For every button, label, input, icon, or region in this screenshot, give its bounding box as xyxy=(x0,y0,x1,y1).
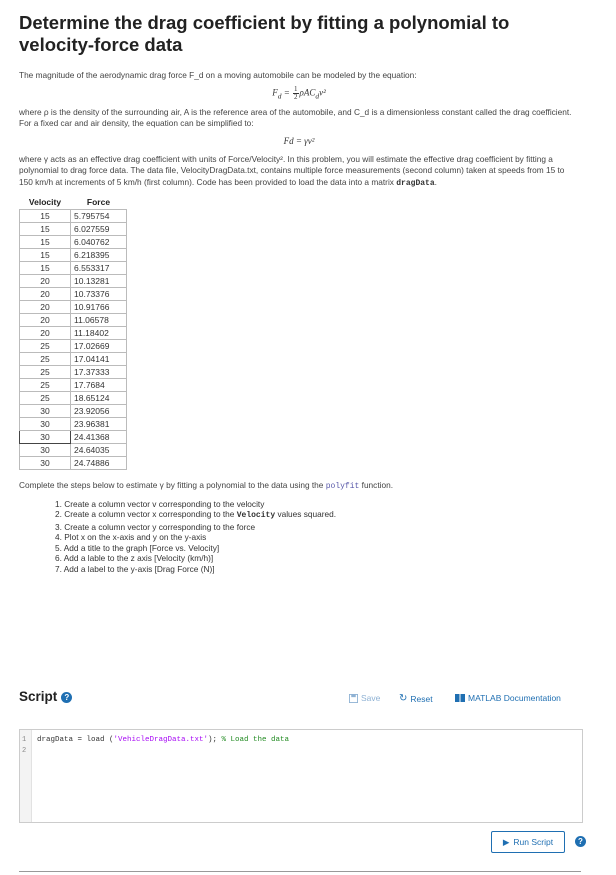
eq1-lhs-sub: d xyxy=(277,90,282,100)
where-text-2 xyxy=(19,154,579,190)
bottom-divider xyxy=(19,871,581,872)
force-cell: 24.74886 xyxy=(71,457,127,470)
step-2-text: 2. Create a column vector x corresponding to the xyxy=(55,509,235,519)
reset-icon: ↻ xyxy=(399,693,408,704)
eq1-rhs: ρAC xyxy=(299,87,316,98)
table-row xyxy=(20,236,127,249)
velocity-cell: 15 xyxy=(20,249,71,262)
eq1-lhs: F xyxy=(272,87,278,98)
force-cell: 6.040762 xyxy=(71,236,127,249)
velocity-cell: 30 xyxy=(20,444,71,457)
velocity-cell: 20 xyxy=(20,288,71,301)
table-row xyxy=(20,288,127,301)
table-row xyxy=(20,457,127,470)
velocity-cell: 15 xyxy=(20,262,71,275)
header-force: Force xyxy=(71,195,127,210)
table-row xyxy=(20,223,127,236)
page-title: Determine the drag coefficient by fitting a polynomial to velocity-force data xyxy=(19,12,510,55)
velocity-cell: 25 xyxy=(20,379,71,392)
frac-den: 2 xyxy=(294,92,298,101)
save-icon xyxy=(349,694,358,703)
table-row xyxy=(20,210,127,223)
lead-text: Complete the steps below to estimate γ by fitting a polynomial to the data using the xyxy=(19,480,324,490)
velocity-cell: 25 xyxy=(20,366,71,379)
velocity-cell: 20 xyxy=(20,301,71,314)
code-line-1[interactable] xyxy=(37,736,289,744)
dragdata-code: dragData xyxy=(396,178,435,188)
table-row xyxy=(20,418,127,431)
play-icon: ▶ xyxy=(502,836,510,847)
eq1-rhs-end: v² xyxy=(319,87,326,98)
velocity-cell: 20 xyxy=(20,327,71,340)
force-cell: 18.65124 xyxy=(71,392,127,405)
table-row xyxy=(20,366,127,379)
line-number: 2 xyxy=(22,747,27,755)
step-3: 3. Create a column vector y corresponding to the force xyxy=(55,521,256,532)
frac-num: 1 xyxy=(294,84,298,93)
header-velocity: Velocity xyxy=(20,195,71,210)
save-button[interactable] xyxy=(349,693,380,703)
force-cell: 17.7684 xyxy=(71,379,127,392)
table-row xyxy=(20,392,127,405)
table-row xyxy=(20,379,127,392)
velocity-cell: 30 xyxy=(20,418,71,431)
force-cell: 23.96381 xyxy=(71,418,127,431)
table-row xyxy=(20,275,127,288)
table-row xyxy=(20,301,127,314)
help-icon[interactable]: ? xyxy=(61,692,72,703)
force-cell: 17.37333 xyxy=(71,366,127,379)
step-4: 4. Plot x on the x-axis and y on the y-axis xyxy=(55,532,207,542)
where2-end: . xyxy=(434,176,437,187)
velocity-code: Velocity xyxy=(236,511,276,520)
table-row xyxy=(20,340,127,353)
table-row xyxy=(20,431,127,444)
intro-text: The magnitude of the aerodynamic drag force F_d on a moving automobile can be modeled by the equation: xyxy=(19,70,417,80)
table-row xyxy=(20,262,127,275)
force-cell: 10.13281 xyxy=(71,275,127,288)
drag-equation xyxy=(19,86,579,101)
code-comment: % Load the data xyxy=(221,736,290,744)
where-text-1: where ρ is the density of the surrounding air, A is the reference area of the automobile, and C_d is a dimensionless constant called the drag coefficient. For a fixed car and air density, the equation can be simplified to: xyxy=(19,106,572,128)
script-heading xyxy=(19,689,72,704)
eq1-rhs-sub: d xyxy=(315,90,320,100)
half-fraction xyxy=(293,86,299,101)
table-row xyxy=(20,444,127,457)
matlab-docs-link[interactable] xyxy=(455,693,561,703)
velocity-cell: 20 xyxy=(20,314,71,327)
force-cell: 11.06578 xyxy=(71,314,127,327)
velocity-cell: 30 xyxy=(20,457,71,470)
code-string: 'VehicleDragData.txt' xyxy=(113,736,209,744)
step-2 xyxy=(19,509,579,522)
force-cell: 6.027559 xyxy=(71,223,127,236)
lead-end: function. xyxy=(361,480,394,490)
velocity-cell: 25 xyxy=(20,340,71,353)
force-cell: 5.795754 xyxy=(71,210,127,223)
force-cell: 6.218395 xyxy=(71,249,127,262)
script-title: Script xyxy=(19,689,58,704)
force-cell: 6.553317 xyxy=(71,262,127,275)
force-cell: 23.92056 xyxy=(71,405,127,418)
line-number: 1 xyxy=(22,736,27,744)
run-label: Run Script xyxy=(513,837,554,847)
table-row xyxy=(20,249,127,262)
run-help-icon[interactable]: ? xyxy=(575,836,586,847)
velocity-cell: 20 xyxy=(20,275,71,288)
step-2-end: values squared. xyxy=(277,509,337,519)
force-cell: 11.18402 xyxy=(71,327,127,340)
step-6: 6. Add a lable to the z axis [Velocity (km/h)] xyxy=(55,553,214,563)
code-text: ); xyxy=(208,736,222,744)
velocity-cell: 30 xyxy=(20,431,71,444)
docs-label: MATLAB Documentation xyxy=(468,693,561,703)
velocity-force-table xyxy=(19,195,127,470)
line-gutter xyxy=(20,730,32,822)
force-cell: 17.02669 xyxy=(71,340,127,353)
table-row xyxy=(20,327,127,340)
table-row xyxy=(20,353,127,366)
table-row xyxy=(20,405,127,418)
code-editor[interactable] xyxy=(19,729,583,823)
steps-list xyxy=(19,499,579,575)
step-5: 5. Add a title to the graph [Force vs. Velocity] xyxy=(55,542,220,553)
force-cell: 10.91766 xyxy=(71,301,127,314)
instructions-lead xyxy=(19,480,579,493)
velocity-cell: 25 xyxy=(20,353,71,366)
force-cell: 24.41368 xyxy=(71,431,127,444)
problem-content xyxy=(19,8,579,574)
velocity-cell: 15 xyxy=(20,236,71,249)
reset-label: Reset xyxy=(410,693,433,704)
code-text: dragData = load ( xyxy=(37,736,114,744)
table-row xyxy=(20,314,127,327)
velocity-cell: 30 xyxy=(20,405,71,418)
step-7: 7. Add a label to the y-axis [Drag Force (N)] xyxy=(55,563,215,574)
force-cell: 10.73376 xyxy=(71,288,127,301)
where2-body: where γ acts as an effective drag coefficient with units of Force/Velocity². In this problem, you will estimate the effective drag coefficient by fitting a polynomial to drag force data. The data file, VelocityDragData.txt, contains multiple force measurements (second column) taken at speeds from 15 to 150 km/h at increments of 5 km/h (first column). Code has been provided to load the data into a matrix xyxy=(19,153,565,187)
velocity-cell: 15 xyxy=(20,223,71,236)
force-cell: 24.64035 xyxy=(71,444,127,457)
save-label: Save xyxy=(361,693,381,703)
reset-button[interactable] xyxy=(399,693,433,704)
script-toolbar xyxy=(19,687,581,709)
book-icon xyxy=(455,694,465,702)
velocity-cell: 25 xyxy=(20,392,71,405)
simplified-equation: Fd = γv² xyxy=(283,135,315,146)
run-script-button[interactable] xyxy=(491,831,565,853)
velocity-cell: 15 xyxy=(20,210,71,223)
force-cell: 17.04141 xyxy=(71,353,127,366)
eq1-equals: = xyxy=(281,87,293,98)
step-1: 1. Create a column vector v corresponding to the velocity xyxy=(55,498,265,509)
polyfit-code: polyfit xyxy=(325,482,360,491)
